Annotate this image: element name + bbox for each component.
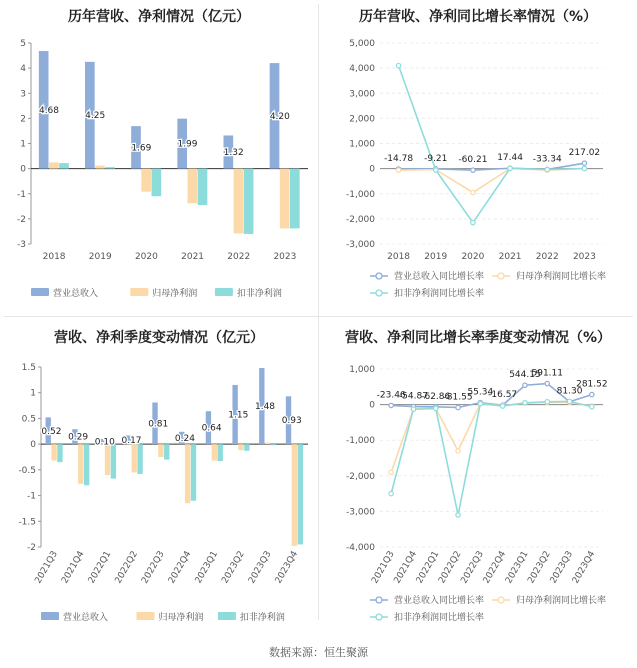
data-label: -9.21 bbox=[424, 153, 448, 164]
legend-swatch bbox=[218, 612, 236, 620]
y-tick-label: -2 bbox=[27, 543, 36, 553]
data-label: 0.52 bbox=[41, 426, 62, 437]
series-point-2 bbox=[508, 166, 512, 170]
chart-title: 历年营收、净利情况（亿元） bbox=[68, 9, 250, 25]
y-tick-label: 1.5 bbox=[21, 363, 36, 373]
y-tick-label: 5 bbox=[20, 39, 26, 49]
data-label: 17.44 bbox=[497, 153, 523, 164]
data-label: 544.15 bbox=[509, 370, 541, 381]
y-tick-label: -1 bbox=[17, 189, 26, 200]
data-label: 217.02 bbox=[568, 148, 601, 159]
legend-label: 归母净利润同比增长率 bbox=[516, 272, 607, 282]
bar-2 bbox=[137, 444, 142, 474]
x-tick-label: 2021 bbox=[181, 252, 205, 262]
series-point-0 bbox=[389, 403, 393, 407]
series-point-2 bbox=[500, 404, 504, 408]
data-label: -60.21 bbox=[458, 155, 488, 166]
data-label: -54.87 bbox=[398, 391, 428, 402]
data-label: -16.57 bbox=[488, 390, 518, 401]
legend-swatch bbox=[130, 288, 148, 296]
x-tick-label: 2022Q2 bbox=[437, 549, 464, 586]
bar-1 bbox=[158, 444, 163, 457]
data-source: 数据来源：恒生聚源 bbox=[269, 646, 368, 659]
bar-2 bbox=[271, 444, 276, 445]
x-tick-label: 2020 bbox=[134, 252, 158, 262]
quarterly-growth-rate-chart bbox=[319, 317, 637, 637]
x-tick-label: 2022Q4 bbox=[166, 549, 194, 586]
series-point-2 bbox=[471, 220, 475, 224]
bar-1 bbox=[49, 162, 59, 168]
bar-2 bbox=[57, 444, 62, 462]
bar-2 bbox=[298, 444, 303, 544]
series-point-2 bbox=[567, 399, 571, 403]
series-point-2 bbox=[396, 63, 400, 67]
x-tick-label: 2021 bbox=[498, 252, 522, 262]
bar-1 bbox=[234, 169, 244, 234]
legend-marker bbox=[376, 290, 382, 296]
bar-2 bbox=[217, 444, 222, 461]
y-tick-label: -3,000 bbox=[345, 507, 375, 518]
data-label: 0.24 bbox=[174, 433, 195, 444]
series-point-0 bbox=[471, 168, 475, 172]
x-tick-label: 2023Q2 bbox=[526, 549, 553, 586]
series-point-1 bbox=[456, 449, 460, 453]
x-tick-label: 2022Q1 bbox=[86, 549, 114, 586]
chart-title: 历年营收、净利同比增长率情况（%） bbox=[358, 9, 598, 25]
data-label: 0.64 bbox=[201, 423, 222, 434]
data-label: -62.86 bbox=[421, 391, 451, 402]
x-tick-label: 2023Q2 bbox=[220, 549, 247, 586]
series-point-2 bbox=[389, 491, 393, 495]
series-point-1 bbox=[471, 190, 475, 194]
quarterly-revenue-profit-panel bbox=[0, 317, 318, 637]
series-point-0 bbox=[582, 161, 586, 165]
x-tick-label: 2021Q4 bbox=[392, 549, 420, 586]
bar-1 bbox=[141, 169, 151, 192]
y-tick-label: -1,000 bbox=[345, 189, 375, 200]
legend-marker bbox=[498, 597, 504, 603]
legend-label: 扣非净利润 bbox=[239, 613, 285, 623]
x-tick-label: 2023Q3 bbox=[247, 549, 274, 586]
chart-title: 营收、净利季度变动情况（亿元） bbox=[54, 330, 264, 346]
series-point-2 bbox=[434, 406, 438, 410]
bar-1 bbox=[265, 443, 270, 445]
bar-1 bbox=[51, 444, 56, 460]
y-tick-label: 3,000 bbox=[349, 89, 375, 100]
series-point-2 bbox=[545, 167, 549, 171]
series-point-0 bbox=[456, 405, 460, 409]
bar-1 bbox=[185, 444, 190, 503]
bar-2 bbox=[59, 163, 69, 169]
bar-2 bbox=[191, 444, 196, 501]
y-tick-label: -1 bbox=[27, 491, 36, 502]
y-tick-label: 4 bbox=[20, 64, 26, 75]
legend-label: 营业总收入 bbox=[63, 613, 109, 623]
y-tick-label: 1,000 bbox=[349, 365, 375, 375]
x-tick-label: 2023Q4 bbox=[570, 549, 598, 586]
series-point-1 bbox=[389, 470, 393, 474]
x-tick-label: 2023Q1 bbox=[193, 549, 221, 586]
y-tick-label: 0 bbox=[20, 164, 26, 175]
data-label: 1.99 bbox=[177, 139, 198, 150]
x-tick-label: 2020 bbox=[461, 252, 485, 262]
x-tick-label: 2021Q3 bbox=[370, 549, 397, 586]
data-label: 0.81 bbox=[148, 419, 169, 430]
legend-marker bbox=[376, 614, 382, 620]
y-tick-label: 0 bbox=[369, 164, 375, 175]
y-tick-label: 2 bbox=[20, 114, 26, 125]
legend-label: 扣非净利润 bbox=[236, 289, 282, 299]
legend-label: 扣非净利润同比增长率 bbox=[394, 289, 485, 299]
series-line-1 bbox=[391, 402, 592, 472]
series-point-0 bbox=[590, 392, 594, 396]
y-tick-label: 4,000 bbox=[349, 64, 375, 75]
data-label: 281.52 bbox=[576, 379, 608, 390]
bar-1 bbox=[132, 444, 137, 472]
legend-label: 扣非净利润同比增长率 bbox=[394, 613, 485, 623]
data-label: 1.69 bbox=[131, 143, 152, 154]
data-label: 1.48 bbox=[254, 402, 276, 413]
legend-label: 营业总收入同比增长率 bbox=[394, 596, 485, 606]
y-tick-label: 5,000 bbox=[349, 39, 375, 49]
bar-2 bbox=[105, 167, 115, 169]
y-tick-label: 1,000 bbox=[349, 139, 375, 150]
bar-1 bbox=[95, 166, 105, 169]
x-tick-label: 2022 bbox=[535, 252, 559, 262]
y-tick-label: 1 bbox=[30, 388, 36, 399]
series-point-0 bbox=[545, 381, 549, 385]
x-tick-label: 2022Q4 bbox=[481, 549, 509, 586]
data-label: 81.30 bbox=[556, 386, 583, 397]
y-tick-label: 3 bbox=[20, 89, 26, 100]
bar-1 bbox=[188, 169, 198, 204]
series-line-2 bbox=[399, 66, 585, 223]
bar-1 bbox=[292, 444, 297, 546]
x-tick-label: 2021Q3 bbox=[33, 549, 60, 586]
y-tick-label: -1,000 bbox=[345, 436, 375, 447]
legend-label: 营业总收入 bbox=[53, 289, 99, 299]
x-tick-label: 2023 bbox=[273, 252, 297, 262]
legend-label: 归母净利润同比增长率 bbox=[516, 596, 607, 606]
annual-revenue-profit-chart bbox=[0, 0, 318, 316]
annual-growth-rate-chart bbox=[319, 0, 637, 316]
bar-2 bbox=[164, 444, 169, 459]
data-label: 0.29 bbox=[68, 432, 89, 443]
chart-title: 营收、净利同比增长率季度变动情况（%） bbox=[344, 330, 612, 346]
x-tick-label: 2022Q1 bbox=[414, 549, 442, 586]
x-tick-label: 2021Q4 bbox=[60, 549, 87, 586]
bar-2 bbox=[84, 444, 89, 485]
legend-marker bbox=[498, 273, 504, 279]
series-point-2 bbox=[590, 405, 594, 409]
y-tick-label: -4,000 bbox=[345, 543, 375, 553]
data-label: 4.25 bbox=[85, 111, 106, 122]
series-point-2 bbox=[434, 168, 438, 172]
data-label: 0.93 bbox=[281, 416, 302, 427]
data-label: 0.17 bbox=[121, 435, 142, 446]
bar-1 bbox=[238, 444, 243, 450]
annual-growth-rate-panel bbox=[319, 0, 637, 316]
y-tick-label: -2,000 bbox=[345, 214, 375, 225]
legend-swatch bbox=[215, 288, 233, 296]
series-line-2 bbox=[391, 401, 592, 515]
data-label: 55.34 bbox=[467, 387, 494, 398]
data-label: 4.20 bbox=[269, 111, 290, 122]
x-tick-label: 2019 bbox=[424, 252, 448, 262]
bar-2 bbox=[111, 444, 116, 478]
x-tick-label: 2023Q3 bbox=[548, 549, 576, 586]
x-tick-label: 2022Q3 bbox=[459, 549, 486, 586]
quarterly-growth-rate-panel bbox=[319, 317, 637, 637]
y-tick-label: -2 bbox=[17, 214, 26, 225]
legend-marker bbox=[376, 597, 382, 603]
y-tick-label: -3,000 bbox=[345, 240, 375, 250]
series-point-2 bbox=[582, 166, 586, 170]
x-tick-label: 2018 bbox=[42, 252, 66, 262]
bar-2 bbox=[244, 169, 254, 234]
x-tick-label: 2022Q3 bbox=[140, 549, 167, 586]
series-point-2 bbox=[523, 401, 527, 405]
annual-revenue-profit-panel bbox=[0, 0, 318, 316]
legend-label: 归母净利润 bbox=[152, 289, 198, 299]
bar-1 bbox=[280, 169, 290, 229]
bar-2 bbox=[244, 444, 249, 451]
y-tick-label: -0.5 bbox=[18, 465, 36, 476]
data-label: -14.78 bbox=[384, 153, 414, 164]
data-label: 591.11 bbox=[531, 368, 563, 379]
y-tick-label: 2,000 bbox=[349, 114, 375, 125]
y-tick-label: -1.5 bbox=[18, 517, 36, 528]
bar-1 bbox=[105, 444, 110, 475]
y-tick-label: 1 bbox=[20, 139, 26, 150]
data-label: 1.32 bbox=[223, 148, 244, 159]
bar-2 bbox=[198, 169, 208, 205]
bar-2 bbox=[290, 169, 300, 229]
series-point-1 bbox=[396, 168, 400, 172]
legend-swatch bbox=[136, 612, 154, 620]
series-point-2 bbox=[478, 402, 482, 406]
bar-2 bbox=[151, 169, 161, 197]
x-tick-label: 2023Q1 bbox=[504, 549, 531, 586]
y-tick-label: 0.5 bbox=[21, 414, 36, 425]
data-label: -81.55 bbox=[443, 392, 473, 403]
x-tick-label: 2019 bbox=[88, 252, 112, 262]
legend-swatch bbox=[41, 612, 59, 620]
data-label: -33.34 bbox=[532, 154, 562, 165]
y-tick-label: 0 bbox=[369, 400, 375, 411]
series-line-1 bbox=[399, 168, 585, 192]
legend-marker bbox=[376, 273, 382, 279]
legend-label: 归母净利润 bbox=[158, 613, 204, 623]
series-point-2 bbox=[456, 513, 460, 517]
x-tick-label: 2018 bbox=[387, 252, 411, 262]
x-tick-label: 2023 bbox=[572, 252, 596, 262]
data-label: 1.15 bbox=[228, 410, 249, 421]
x-tick-label: 2022Q2 bbox=[113, 549, 141, 586]
y-tick-label: -3 bbox=[17, 240, 26, 250]
series-point-0 bbox=[523, 383, 527, 387]
x-tick-label: 2022 bbox=[227, 252, 251, 262]
data-label: 4.68 bbox=[38, 105, 60, 116]
bar-1 bbox=[78, 444, 83, 484]
y-tick-label: -2,000 bbox=[345, 471, 375, 482]
x-tick-label: 2023Q4 bbox=[273, 549, 301, 586]
quarterly-revenue-profit-chart bbox=[0, 317, 318, 637]
bar-1 bbox=[212, 444, 217, 460]
data-label: -23.46 bbox=[376, 390, 406, 401]
legend-label: 营业总收入同比增长率 bbox=[394, 272, 485, 282]
series-point-2 bbox=[545, 400, 549, 404]
y-tick-label: 0 bbox=[30, 440, 36, 451]
legend-swatch bbox=[31, 288, 49, 296]
data-label: 0.10 bbox=[94, 437, 115, 448]
series-point-2 bbox=[411, 407, 415, 411]
